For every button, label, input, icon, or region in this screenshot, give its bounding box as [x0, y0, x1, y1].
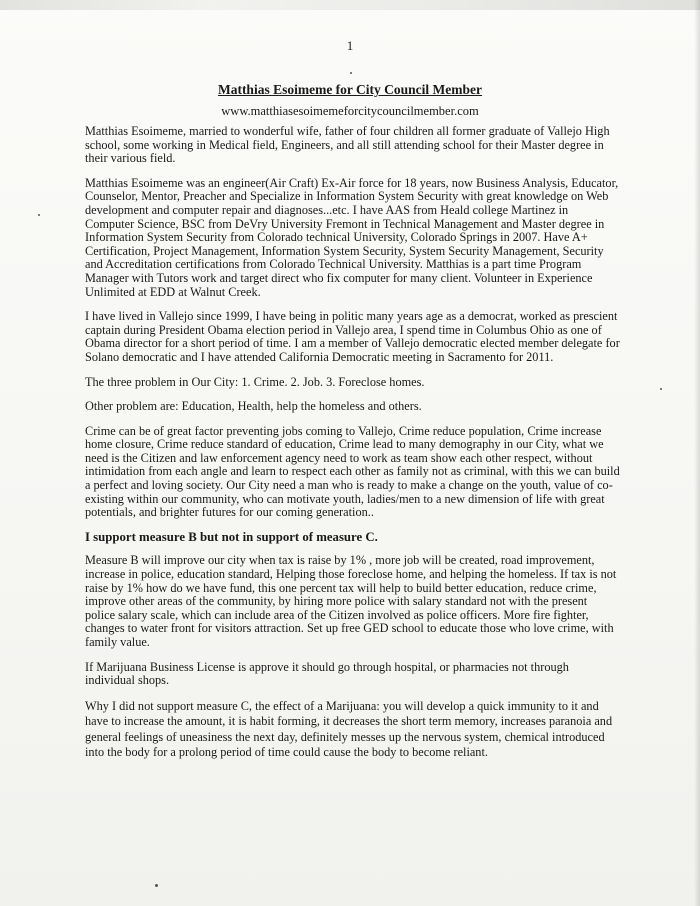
page-number: 1 [346, 38, 354, 53]
scan-speck [38, 214, 40, 216]
paragraph-other-problems: Other problem are: Education, Health, help the homeless and others. [85, 399, 422, 414]
campaign-website: www.matthiasesoimemeforcitycouncilmember.com [221, 104, 479, 118]
scan-speck [350, 72, 352, 74]
measure-heading: I support measure B but not in support of measure C. [85, 529, 378, 544]
paragraph-background: Matthias Esoimeme was an engineer(Air Craft) Ex-Air force for 18 years, now Business Analysis, Educator, Counselor, Mentor, Preacher and Specialize in Information System Security with great knowledge on Web development and computer repair and diagnoses...etc. I have AAS from Heald college Martinez in Computer Science, BSC from DeVry University Fremont in Technical Management and Master degree in Information System Security from Colorado technical University, Colorado Springs in 2007. Have A+ Certification, Project Management, Information System Security, System Security Management, Security and Accreditation certifications from Colorado Technical University. Matthias is a part time Program Manager with Tutors work and target direct who fix computer for many client. Volunteer in Experience Unlimited at EDD at Walnut Creek. [85, 175, 619, 299]
document-title: Matthias Esoimeme for City Council Member [217, 82, 483, 97]
paragraph-crime: Crime can be of great factor preventing jobs coming to Vallejo, Crime reduce population, Crime increase home closure, Crime reduce standard of education, Crime lead to many demography in our City, what we need is the Citizen and law enforcement agency need to work as team show each other respect, without intimidation from each angle and learn to respect each other as family not as criminal, with this we can build a perfect and loving society. Our City need a man who is ready to make a change on the youth, value of co-existing within our community, who can motivate youth, ladies/men to a new dimension of life with great potentials, and brighter futures for our coming generation.. [85, 423, 620, 520]
scan-edge-right [694, 0, 700, 906]
paragraph-family: Matthias Esoimeme, married to wonderful wife, father of four children all former graduate of Vallejo High school, some working in Medical field, Engineers, and all still attending school for their Master degree in their various field. [85, 124, 610, 166]
paragraph-measure-b: Measure B will improve our city when tax is raise by 1% , more job will be created, road improvement, increase in police, education standard, Helping those foreclose home, and helping the homeless. If tax is not raise by 1% how do we have fund, this one percent tax will help to build better education, reduce crime, improve other areas of the community, by hiring more police with salary standard not with the present police salary scale, which can include area of the Citizen involved as police officers. More fire fighter, changes to water front for visitors attraction. Set up free GED school to educate those who love crime, with family value. [85, 553, 617, 649]
scan-speck [155, 884, 158, 887]
paragraph-three-problems: The three problem in Our City: 1. Crime. 2. Job. 3. Foreclose homes. [85, 374, 425, 389]
paragraph-politics: I have lived in Vallejo since 1999, I have being in politic many years age as a democrat, worked as prescient captain during President Obama election period in Vallejo area, I spend time in Columbus Ohio as one of Obama director for a short period of time. I am a member of Vallejo democratic elected member delegate for Solano democratic and I have attended California Democratic meeting in Sacramento for 2011. [85, 309, 620, 364]
document-body [85, 125, 620, 772]
paragraph-measure-c: Why I did not support measure C, the effect of a Marijuana: you will develop a quick immunity to it and have to increase the amount, it is habit forming, it decreases the short term memory, increases paranoia and general feelings of uneasiness the next day, definitely messes up the nervous system, chemical introduced into the body for a prolong period of time could cause the body to become reliant. [85, 698, 613, 760]
scan-speck [660, 388, 662, 390]
paragraph-marijuana-license: If Marijuana Business License is approve it should go through hospital, or pharmacies not through individual shops. [85, 659, 569, 688]
scan-edge-top [0, 0, 700, 10]
